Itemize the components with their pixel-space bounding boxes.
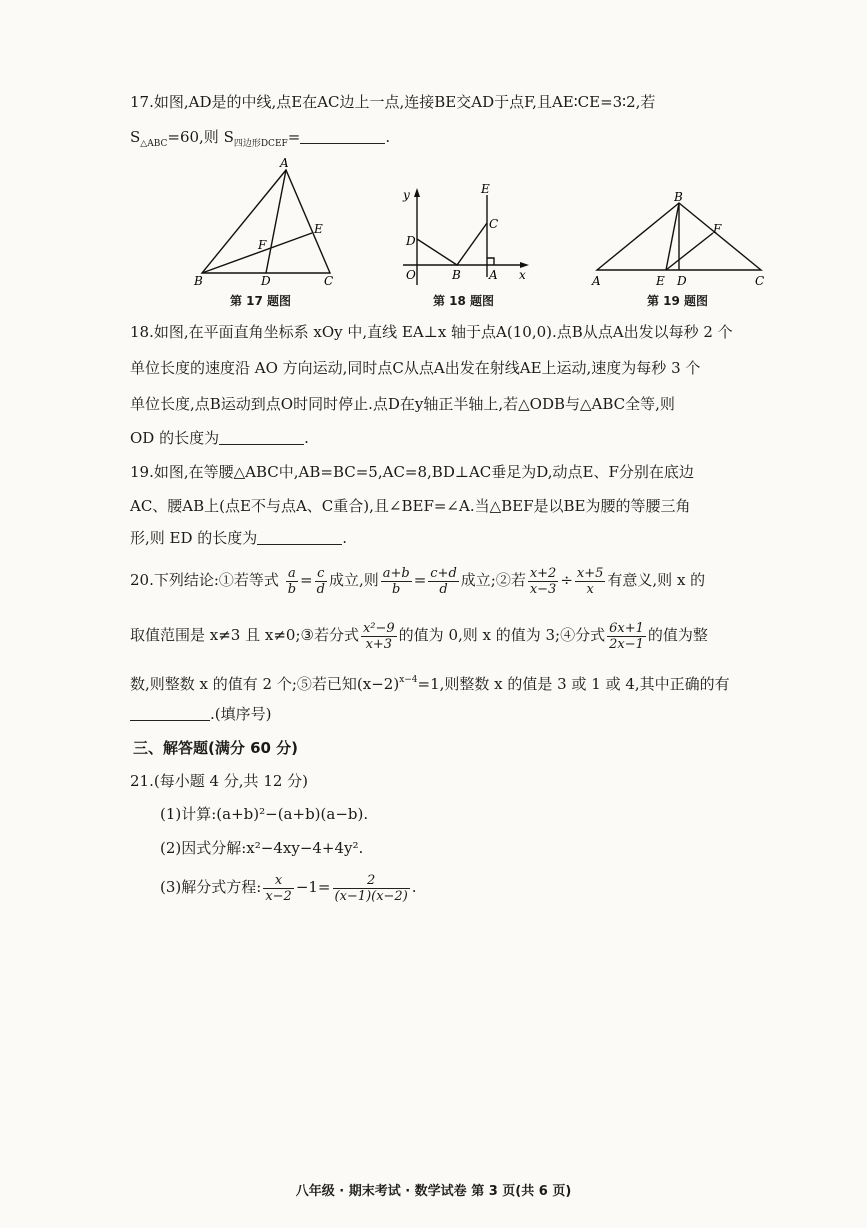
q18-line4: OD 的长度为 . bbox=[130, 429, 309, 447]
fig17-label-c: C bbox=[324, 274, 334, 288]
q17-answer-blank bbox=[300, 129, 385, 144]
fig17-label-b: B bbox=[194, 274, 203, 288]
q20-answer-blank bbox=[130, 706, 210, 721]
figure-18 bbox=[395, 155, 535, 308]
fig19-label-a: A bbox=[592, 274, 601, 288]
q21-sub2: (2)因式分解:x²−4xy−4+4y². bbox=[160, 839, 364, 857]
q19-line3: 形,则 ED 的长度为 . bbox=[130, 529, 348, 547]
q19-line1: 19.如图,在等腰△ABC中,AB=BC=5,AC=8,BD⊥AC垂足为D,动点E、F分别在底边 bbox=[130, 463, 694, 481]
figure-17 bbox=[190, 155, 350, 308]
fig18-label-a: A bbox=[489, 268, 498, 282]
fig19-caption: 第 19 题图 bbox=[647, 294, 709, 308]
fig19-label-c: C bbox=[755, 274, 765, 288]
fig18-label-y: y bbox=[403, 188, 410, 202]
q18-line1: 18.如图,在平面直角坐标系 xOy 中,直线 EA⊥x 轴于点A(10,0).点B从点A出发以每秒 2 个 bbox=[130, 323, 733, 341]
fig18-label-x: x bbox=[519, 268, 526, 282]
fig18-caption: 第 18 题图 bbox=[433, 294, 495, 308]
q20-line1: 20.下列结论:①若等式 $\frac{a}{b}$ = $\frac{c}{d}$ 成立,则 $\frac{a+b}{b}$ = $\frac{c+d}{d}$ 成立;②若 $\frac{x+2}{x-3}$ ÷ $\frac{x+5}{x}$ 有意义,则 x 的 bbox=[130, 565, 706, 597]
section-3-title: 三、解答题(满分 60 分) bbox=[133, 739, 299, 757]
q19-answer-blank bbox=[257, 530, 342, 545]
fig17-label-f: F bbox=[258, 238, 267, 252]
fig19-label-e: E bbox=[656, 274, 665, 288]
q21-sub1: (1)计算:(a+b)²−(a+b)(a−b). bbox=[160, 805, 369, 823]
q18-answer-blank bbox=[219, 430, 304, 445]
page-footer: 八年级 · 期末考试 · 数学试卷 第 3 页(共 6 页) bbox=[295, 1184, 572, 1199]
fig17-label-a: A bbox=[280, 156, 289, 170]
q20-line2: 取值范围是 x≠3 且 x≠0;③若分式 $\frac{\text{x²−9}}{x+3}$ 的值为 0,则 x 的值为 3;④分式 $\frac{6x+1}{2x-1}$ 的值为整 bbox=[130, 620, 708, 652]
fig18-label-c: C bbox=[489, 217, 499, 231]
fig18-label-d: D bbox=[406, 234, 416, 248]
fig19-label-b: B bbox=[674, 190, 683, 204]
q19-line2: AC、腰AB上(点E不与点A、C重合),且∠BEF=∠A.当△BEF是以BE为腰的等腰三角 bbox=[130, 497, 691, 515]
fig18-label-b: B bbox=[452, 268, 461, 282]
q21-sub3: (3)解分式方程: $\frac{x}{x-2}$ −1= $\frac{2}{(x-1)(x-2)}$ . bbox=[160, 872, 417, 904]
fig17-label-e: E bbox=[314, 222, 323, 236]
q20-line3: 数,则整数 x 的值有 2 个;⑤若已知$(x-2)^{x-4}=1$,则整数 x 的值是 3 或 1 或 4,其中正确的有 bbox=[130, 675, 730, 693]
fig19-label-d: D bbox=[677, 274, 687, 288]
fig18-label-o: O bbox=[406, 268, 416, 282]
q21-title: 21.(每小题 4 分,共 12 分) bbox=[130, 772, 309, 790]
q17-line1: 17.如图,AD是的中线,点E在AC边上一点,连接BE交AD于点F,且AE∶CE=3∶2,若 bbox=[130, 93, 656, 111]
fig17-caption: 第 17 题图 bbox=[230, 294, 292, 308]
fig19-label-f: F bbox=[713, 222, 722, 236]
q18-line3: 单位长度,点B运动到点O时同时停止.点D在y轴正半轴上,若△ODB与△ABC全等,则 bbox=[130, 395, 675, 413]
q20-line4: .(填序号) bbox=[130, 704, 830, 724]
q17-line2: $S_{\triangle ABC}=60$,则 $S_{四边形DCEF}=$ . bbox=[130, 128, 391, 149]
figure-19 bbox=[585, 155, 775, 308]
fig18-label-e: E bbox=[481, 182, 490, 196]
fig17-label-d: D bbox=[261, 274, 271, 288]
q18-line2: 单位长度的速度沿 AO 方向运动,同时点C从点A出发在射线AE上运动,速度为每秒 3 个 bbox=[130, 359, 701, 377]
